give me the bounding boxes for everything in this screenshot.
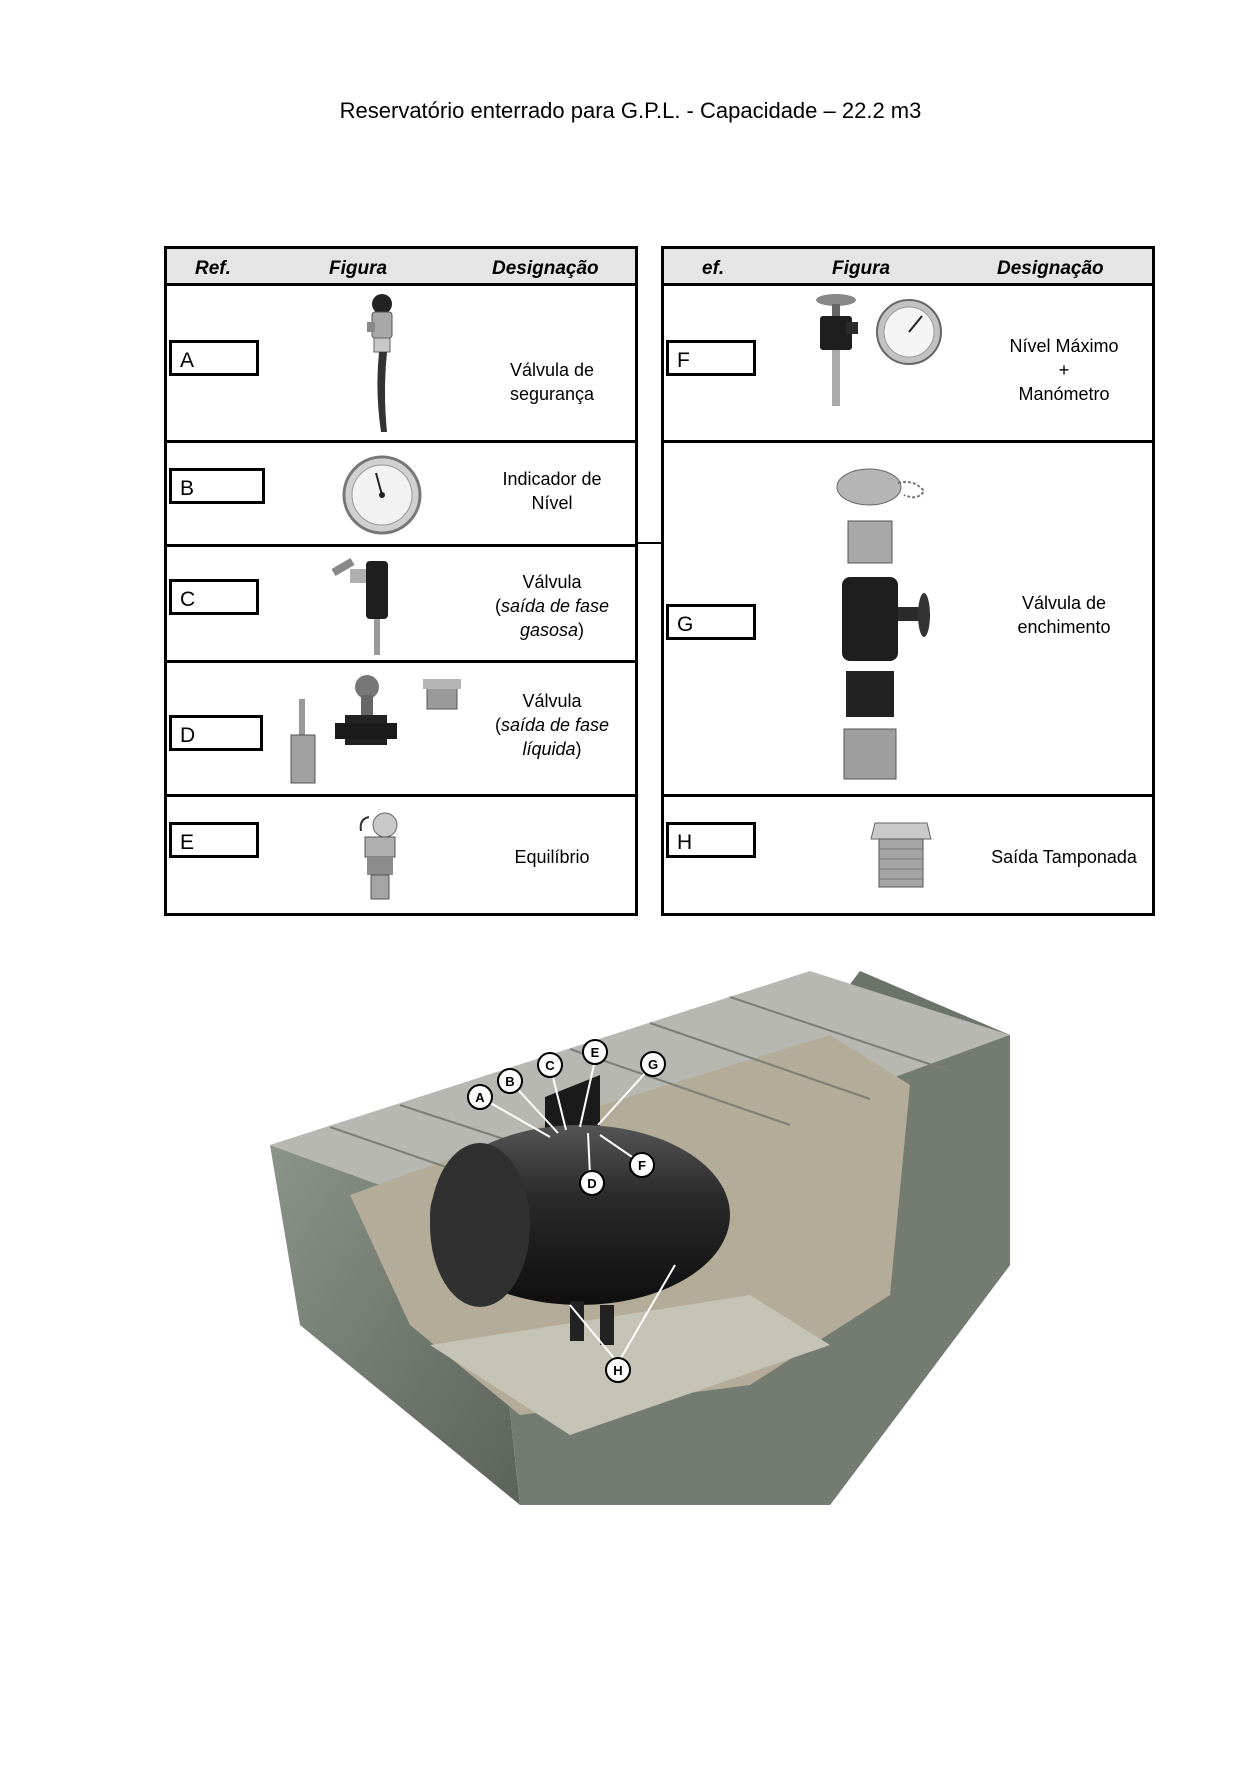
designation-line: enchimento — [1017, 617, 1111, 637]
table-row — [167, 286, 635, 443]
right-components-table — [661, 246, 1155, 916]
designation-text: saída de fase — [500, 715, 610, 735]
liquid-valve-icon — [287, 671, 467, 798]
header-figura: Figura — [329, 258, 388, 279]
designation-line: + — [1058, 360, 1070, 380]
divider — [638, 542, 662, 544]
callout-label: E — [590, 1045, 600, 1060]
designation-line: Válvula de — [509, 360, 595, 380]
table-row — [167, 443, 635, 547]
callout-c — [538, 1053, 562, 1077]
designation-line: Válvula de — [1021, 593, 1107, 613]
left-components-table — [164, 246, 638, 916]
safety-valve-icon — [357, 292, 407, 443]
callout-label: D — [587, 1176, 597, 1191]
designation-text: líquida — [522, 739, 576, 759]
callout-f — [630, 1153, 654, 1177]
callout-label: B — [505, 1074, 515, 1089]
callout-label: A — [475, 1090, 485, 1105]
table-row — [167, 797, 635, 913]
ref-label: H — [666, 822, 756, 858]
callout-label: H — [613, 1363, 623, 1378]
header-designacao: Designação — [492, 258, 599, 279]
ref-label: A — [169, 340, 259, 376]
gas-valve-icon — [332, 549, 412, 664]
table-row — [167, 663, 635, 797]
callout-d — [580, 1171, 604, 1195]
designation-line: Saída Tamponada — [991, 847, 1137, 867]
table-row — [664, 443, 1152, 797]
designation-line: Válvula — [522, 691, 582, 711]
designation-line: Indicador de — [502, 469, 602, 489]
designation-text: ( — [494, 596, 501, 616]
plug-icon — [869, 817, 933, 896]
ref-label: G — [666, 604, 756, 640]
equilibrium-valve-icon — [355, 811, 405, 908]
designation-line: Equilíbrio — [514, 847, 590, 867]
level-gauge-icon — [342, 453, 422, 542]
header-figura: Figura — [832, 258, 891, 279]
designation-line: Válvula — [522, 572, 582, 592]
designation-text: ( — [494, 715, 501, 735]
callout-label: G — [647, 1057, 659, 1072]
ref-label: E — [169, 822, 259, 858]
callout-label: C — [545, 1058, 555, 1073]
designation-text: ) — [578, 620, 585, 640]
callout-a — [468, 1085, 492, 1109]
max-level-manometer-icon — [814, 290, 944, 415]
ref-label: B — [169, 468, 265, 504]
page-title: Reservatório enterrado para G.P.L. - Capacidade – 22.2 m3 — [339, 98, 922, 123]
designation-text: saída de fase — [500, 596, 610, 616]
ref-label: C — [169, 579, 259, 615]
header-designacao: Designação — [997, 258, 1104, 279]
fill-valve-icon — [824, 457, 934, 792]
designation-text: gasosa — [519, 620, 579, 640]
table-row — [664, 286, 1152, 443]
ref-label: F — [666, 340, 756, 376]
table-row — [167, 547, 635, 663]
header-ref: Ref. — [195, 258, 231, 279]
designation-line: segurança — [509, 384, 595, 404]
callout-e — [583, 1040, 607, 1064]
callout-label: F — [638, 1158, 646, 1173]
table-header — [664, 249, 1152, 286]
designation-line: Manómetro — [1018, 384, 1110, 404]
callout-g — [641, 1052, 665, 1076]
table-row — [664, 797, 1152, 913]
callout-h — [606, 1358, 630, 1382]
underground-tank-illustration — [270, 965, 1010, 1570]
designation-text: ) — [575, 739, 582, 759]
designation-line: Nível Máximo — [1009, 336, 1119, 356]
header-ref: ef. — [702, 258, 725, 279]
designation-line: Nível — [531, 493, 573, 513]
callout-b — [498, 1069, 522, 1093]
ref-label: D — [169, 715, 263, 751]
table-header — [167, 249, 635, 286]
